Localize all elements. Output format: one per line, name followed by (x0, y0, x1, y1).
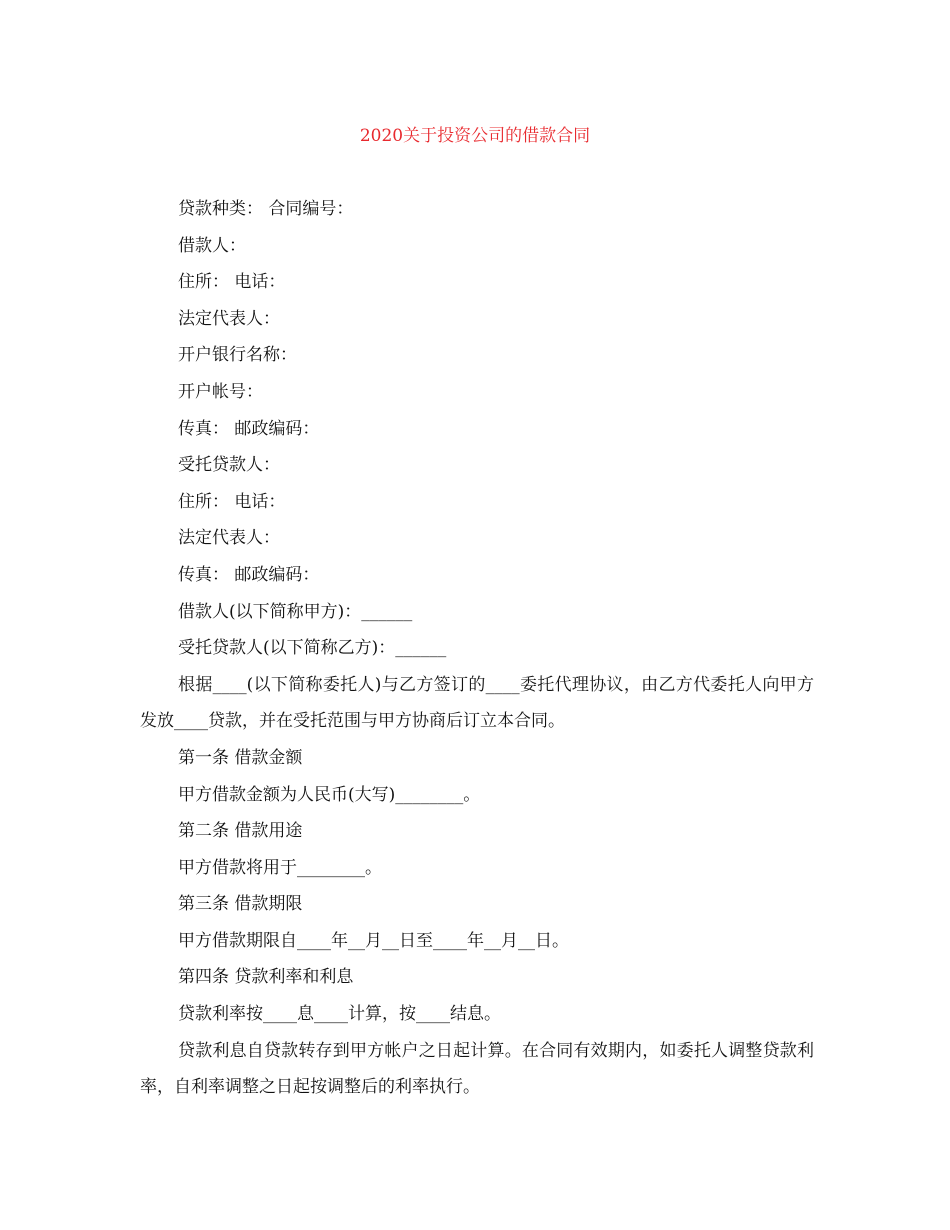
interest-paragraph: 贷款利息自贷款转存到甲方帐户之日起计算。在合同有效期内，如委托人调整贷款利率，自利率调整之日起按调整后的利率执行。 (140, 1040, 814, 1098)
field-bank-name: 开户银行名称： (178, 345, 297, 366)
field-trustee-lender: 受托贷款人： (178, 455, 280, 476)
article-2-text: 甲方借款将用于________。 (178, 857, 382, 878)
field-party-b: 受托贷款人(以下简称乙方)：______ (178, 638, 447, 659)
field-borrower-address: 住所： 电话： (178, 272, 286, 293)
field-borrower: 借款人： (178, 235, 246, 256)
field-lender-address: 住所： 电话： (178, 491, 286, 512)
document-body (140, 191, 814, 1106)
article-4-heading: 第四条 贷款利率和利息 (178, 967, 354, 988)
article-4-text: 贷款利率按____息____计算，按____结息。 (178, 1004, 501, 1025)
field-loan-type: 贷款种类： 合同编号： (178, 199, 354, 219)
field-lender-fax: 传真： 邮政编码： (178, 564, 320, 585)
article-1-heading: 第一条 借款金额 (178, 747, 303, 768)
field-borrower-fax: 传真： 邮政编码： (178, 418, 320, 439)
article-2-heading: 第二条 借款用途 (178, 821, 303, 842)
article-3-heading: 第三条 借款期限 (178, 894, 303, 915)
field-lender-legal-rep: 法定代表人： (178, 528, 280, 549)
field-party-a: 借款人(以下简称甲方)：______ (178, 601, 413, 622)
article-1-text: 甲方借款金额为人民币(大写)________。 (178, 784, 481, 805)
article-3-text: 甲方借款期限自____年__月__日至____年__月__日。 (178, 930, 569, 951)
document-title: 2020关于投资公司的借款合同 (359, 126, 591, 146)
field-account-number: 开户帐号： (178, 381, 263, 402)
field-borrower-legal-rep: 法定代表人： (178, 308, 280, 329)
preamble-paragraph: 根据____(以下简称委托人)与乙方签订的____委托代理协议，由乙方代委托人向甲方发放____贷款，并在受托范围与甲方协商后订立本合同。 (140, 674, 814, 732)
